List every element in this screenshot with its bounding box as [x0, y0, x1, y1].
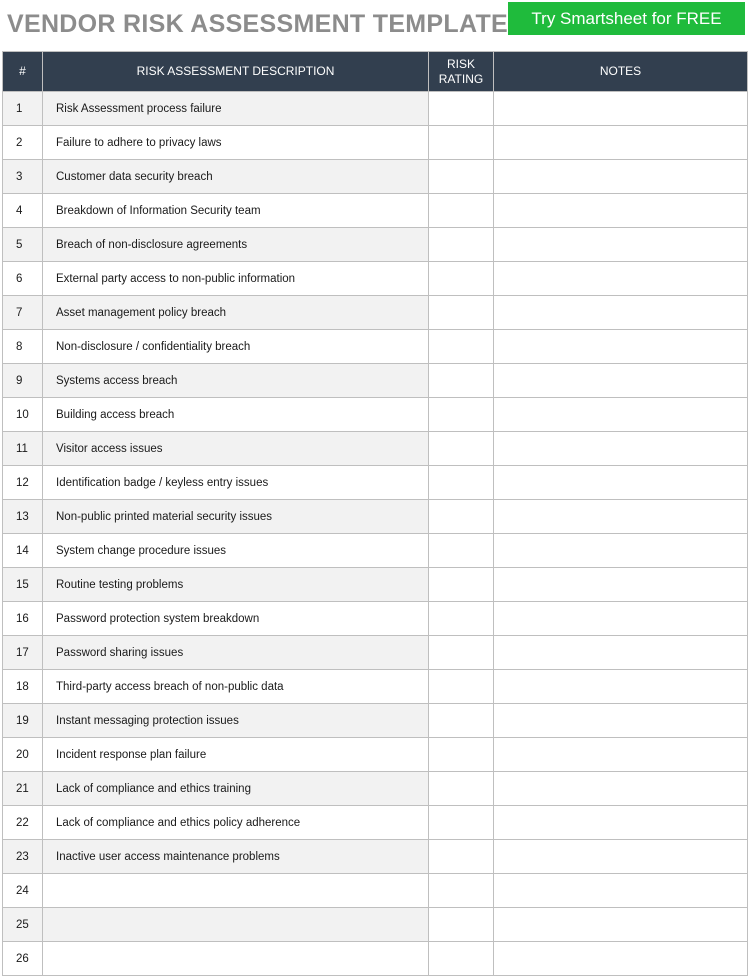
table-row: [3, 942, 748, 976]
row-number-cell: 4: [3, 194, 43, 228]
notes-cell[interactable]: [494, 772, 748, 806]
table-row: [3, 840, 748, 874]
row-number-cell: 1: [3, 92, 43, 126]
description-cell[interactable]: Instant messaging protection issues: [43, 704, 429, 738]
description-cell[interactable]: Breakdown of Information Security team: [43, 194, 429, 228]
row-number-cell: 5: [3, 228, 43, 262]
notes-cell[interactable]: [494, 398, 748, 432]
table-row: [3, 126, 748, 160]
risk-rating-cell[interactable]: [429, 568, 494, 602]
notes-cell[interactable]: [494, 704, 748, 738]
risk-rating-cell[interactable]: [429, 704, 494, 738]
table-row: [3, 738, 748, 772]
risk-rating-cell[interactable]: [429, 670, 494, 704]
row-number-cell: 2: [3, 126, 43, 160]
table-row: [3, 330, 748, 364]
table-header-row: [3, 52, 748, 92]
row-number-cell: 18: [3, 670, 43, 704]
column-header-notes: NOTES: [494, 52, 748, 92]
table-row: [3, 908, 748, 942]
row-number-cell: 7: [3, 296, 43, 330]
description-cell[interactable]: Incident response plan failure: [43, 738, 429, 772]
table-row: [3, 364, 748, 398]
description-cell[interactable]: Breach of non-disclosure agreements: [43, 228, 429, 262]
description-cell[interactable]: Asset management policy breach: [43, 296, 429, 330]
notes-cell[interactable]: [494, 126, 748, 160]
column-header-description: RISK ASSESSMENT DESCRIPTION: [43, 52, 429, 92]
risk-rating-cell[interactable]: [429, 840, 494, 874]
description-cell[interactable]: External party access to non-public information: [43, 262, 429, 296]
description-cell[interactable]: [43, 908, 429, 942]
description-cell[interactable]: Lack of compliance and ethics training: [43, 772, 429, 806]
notes-cell[interactable]: [494, 194, 748, 228]
notes-cell[interactable]: [494, 364, 748, 398]
risk-rating-cell[interactable]: [429, 636, 494, 670]
table-row: [3, 228, 748, 262]
row-number-cell: 25: [3, 908, 43, 942]
description-cell[interactable]: Non-public printed material security issues: [43, 500, 429, 534]
column-header-number: #: [3, 52, 43, 92]
description-cell[interactable]: Failure to adhere to privacy laws: [43, 126, 429, 160]
table-row: [3, 194, 748, 228]
notes-cell[interactable]: [494, 228, 748, 262]
row-number-cell: 21: [3, 772, 43, 806]
page-title: VENDOR RISK ASSESSMENT TEMPLATE: [7, 10, 509, 38]
row-number-cell: 26: [3, 942, 43, 976]
notes-cell[interactable]: [494, 296, 748, 330]
risk-rating-cell[interactable]: [429, 500, 494, 534]
description-cell[interactable]: Risk Assessment process failure: [43, 92, 429, 126]
row-number-cell: 8: [3, 330, 43, 364]
table-row: [3, 534, 748, 568]
table-row: [3, 432, 748, 466]
risk-rating-header-line1: RISK: [446, 56, 475, 71]
description-cell[interactable]: Lack of compliance and ethics policy adherence: [43, 806, 429, 840]
table-row: [3, 500, 748, 534]
notes-cell[interactable]: [494, 908, 748, 942]
notes-cell[interactable]: [494, 840, 748, 874]
table-row: [3, 636, 748, 670]
table-row: [3, 704, 748, 738]
row-number-cell: 10: [3, 398, 43, 432]
risk-rating-cell[interactable]: [429, 194, 494, 228]
description-cell[interactable]: Building access breach: [43, 398, 429, 432]
description-cell[interactable]: Non-disclosure / confidentiality breach: [43, 330, 429, 364]
row-number-cell: 3: [3, 160, 43, 194]
risk-rating-cell[interactable]: [429, 466, 494, 500]
table-row: [3, 160, 748, 194]
try-smartsheet-button[interactable]: Try Smartsheet for FREE: [508, 2, 745, 35]
table-row: [3, 466, 748, 500]
row-number-cell: 6: [3, 262, 43, 296]
risk-rating-cell[interactable]: [429, 262, 494, 296]
risk-rating-cell[interactable]: [429, 398, 494, 432]
table-row: [3, 670, 748, 704]
notes-cell[interactable]: [494, 466, 748, 500]
risk-rating-cell[interactable]: [429, 874, 494, 908]
risk-rating-cell[interactable]: [429, 330, 494, 364]
notes-cell[interactable]: [494, 160, 748, 194]
table-row: [3, 398, 748, 432]
risk-rating-cell[interactable]: [429, 228, 494, 262]
risk-rating-cell[interactable]: [429, 296, 494, 330]
column-header-risk-rating: [429, 52, 494, 92]
risk-rating-cell[interactable]: [429, 908, 494, 942]
description-cell[interactable]: Visitor access issues: [43, 432, 429, 466]
risk-rating-cell[interactable]: [429, 160, 494, 194]
notes-cell[interactable]: [494, 738, 748, 772]
risk-rating-cell[interactable]: [429, 942, 494, 976]
table-row: [3, 806, 748, 840]
row-number-cell: 16: [3, 602, 43, 636]
notes-cell[interactable]: [494, 874, 748, 908]
description-cell[interactable]: Password sharing issues: [43, 636, 429, 670]
notes-cell[interactable]: [494, 534, 748, 568]
notes-cell[interactable]: [494, 636, 748, 670]
notes-cell[interactable]: [494, 432, 748, 466]
description-cell[interactable]: [43, 942, 429, 976]
row-number-cell: 22: [3, 806, 43, 840]
row-number-cell: 12: [3, 466, 43, 500]
notes-cell[interactable]: [494, 806, 748, 840]
table-row: [3, 262, 748, 296]
notes-cell[interactable]: [494, 500, 748, 534]
risk-assessment-table: [2, 51, 748, 976]
row-number-cell: 24: [3, 874, 43, 908]
risk-rating-cell[interactable]: [429, 92, 494, 126]
description-cell[interactable]: Routine testing problems: [43, 568, 429, 602]
row-number-cell: 19: [3, 704, 43, 738]
risk-rating-cell[interactable]: [429, 602, 494, 636]
row-number-cell: 9: [3, 364, 43, 398]
table-row: [3, 568, 748, 602]
row-number-cell: 11: [3, 432, 43, 466]
description-cell[interactable]: Customer data security breach: [43, 160, 429, 194]
table-row: [3, 874, 748, 908]
row-number-cell: 17: [3, 636, 43, 670]
notes-cell[interactable]: [494, 670, 748, 704]
description-cell[interactable]: Third-party access breach of non-public data: [43, 670, 429, 704]
risk-rating-cell[interactable]: [429, 364, 494, 398]
description-cell[interactable]: Systems access breach: [43, 364, 429, 398]
risk-rating-cell[interactable]: [429, 534, 494, 568]
risk-rating-cell[interactable]: [429, 126, 494, 160]
table-row: [3, 772, 748, 806]
table-row: [3, 296, 748, 330]
description-cell[interactable]: Inactive user access maintenance problems: [43, 840, 429, 874]
row-number-cell: 13: [3, 500, 43, 534]
notes-cell[interactable]: [494, 92, 748, 126]
risk-rating-header-line2: RATING: [438, 71, 484, 86]
table-row: [3, 92, 748, 126]
notes-cell[interactable]: [494, 330, 748, 364]
risk-rating-cell[interactable]: [429, 432, 494, 466]
table-row: [3, 602, 748, 636]
risk-rating-cell[interactable]: [429, 738, 494, 772]
risk-rating-cell[interactable]: [429, 806, 494, 840]
row-number-cell: 15: [3, 568, 43, 602]
notes-cell[interactable]: [494, 568, 748, 602]
notes-cell[interactable]: [494, 602, 748, 636]
description-cell[interactable]: [43, 874, 429, 908]
description-cell[interactable]: Identification badge / keyless entry issues: [43, 466, 429, 500]
row-number-cell: 20: [3, 738, 43, 772]
description-cell[interactable]: Password protection system breakdown: [43, 602, 429, 636]
notes-cell[interactable]: [494, 942, 748, 976]
row-number-cell: 14: [3, 534, 43, 568]
description-cell[interactable]: System change procedure issues: [43, 534, 429, 568]
row-number-cell: 23: [3, 840, 43, 874]
notes-cell[interactable]: [494, 262, 748, 296]
risk-rating-cell[interactable]: [429, 772, 494, 806]
